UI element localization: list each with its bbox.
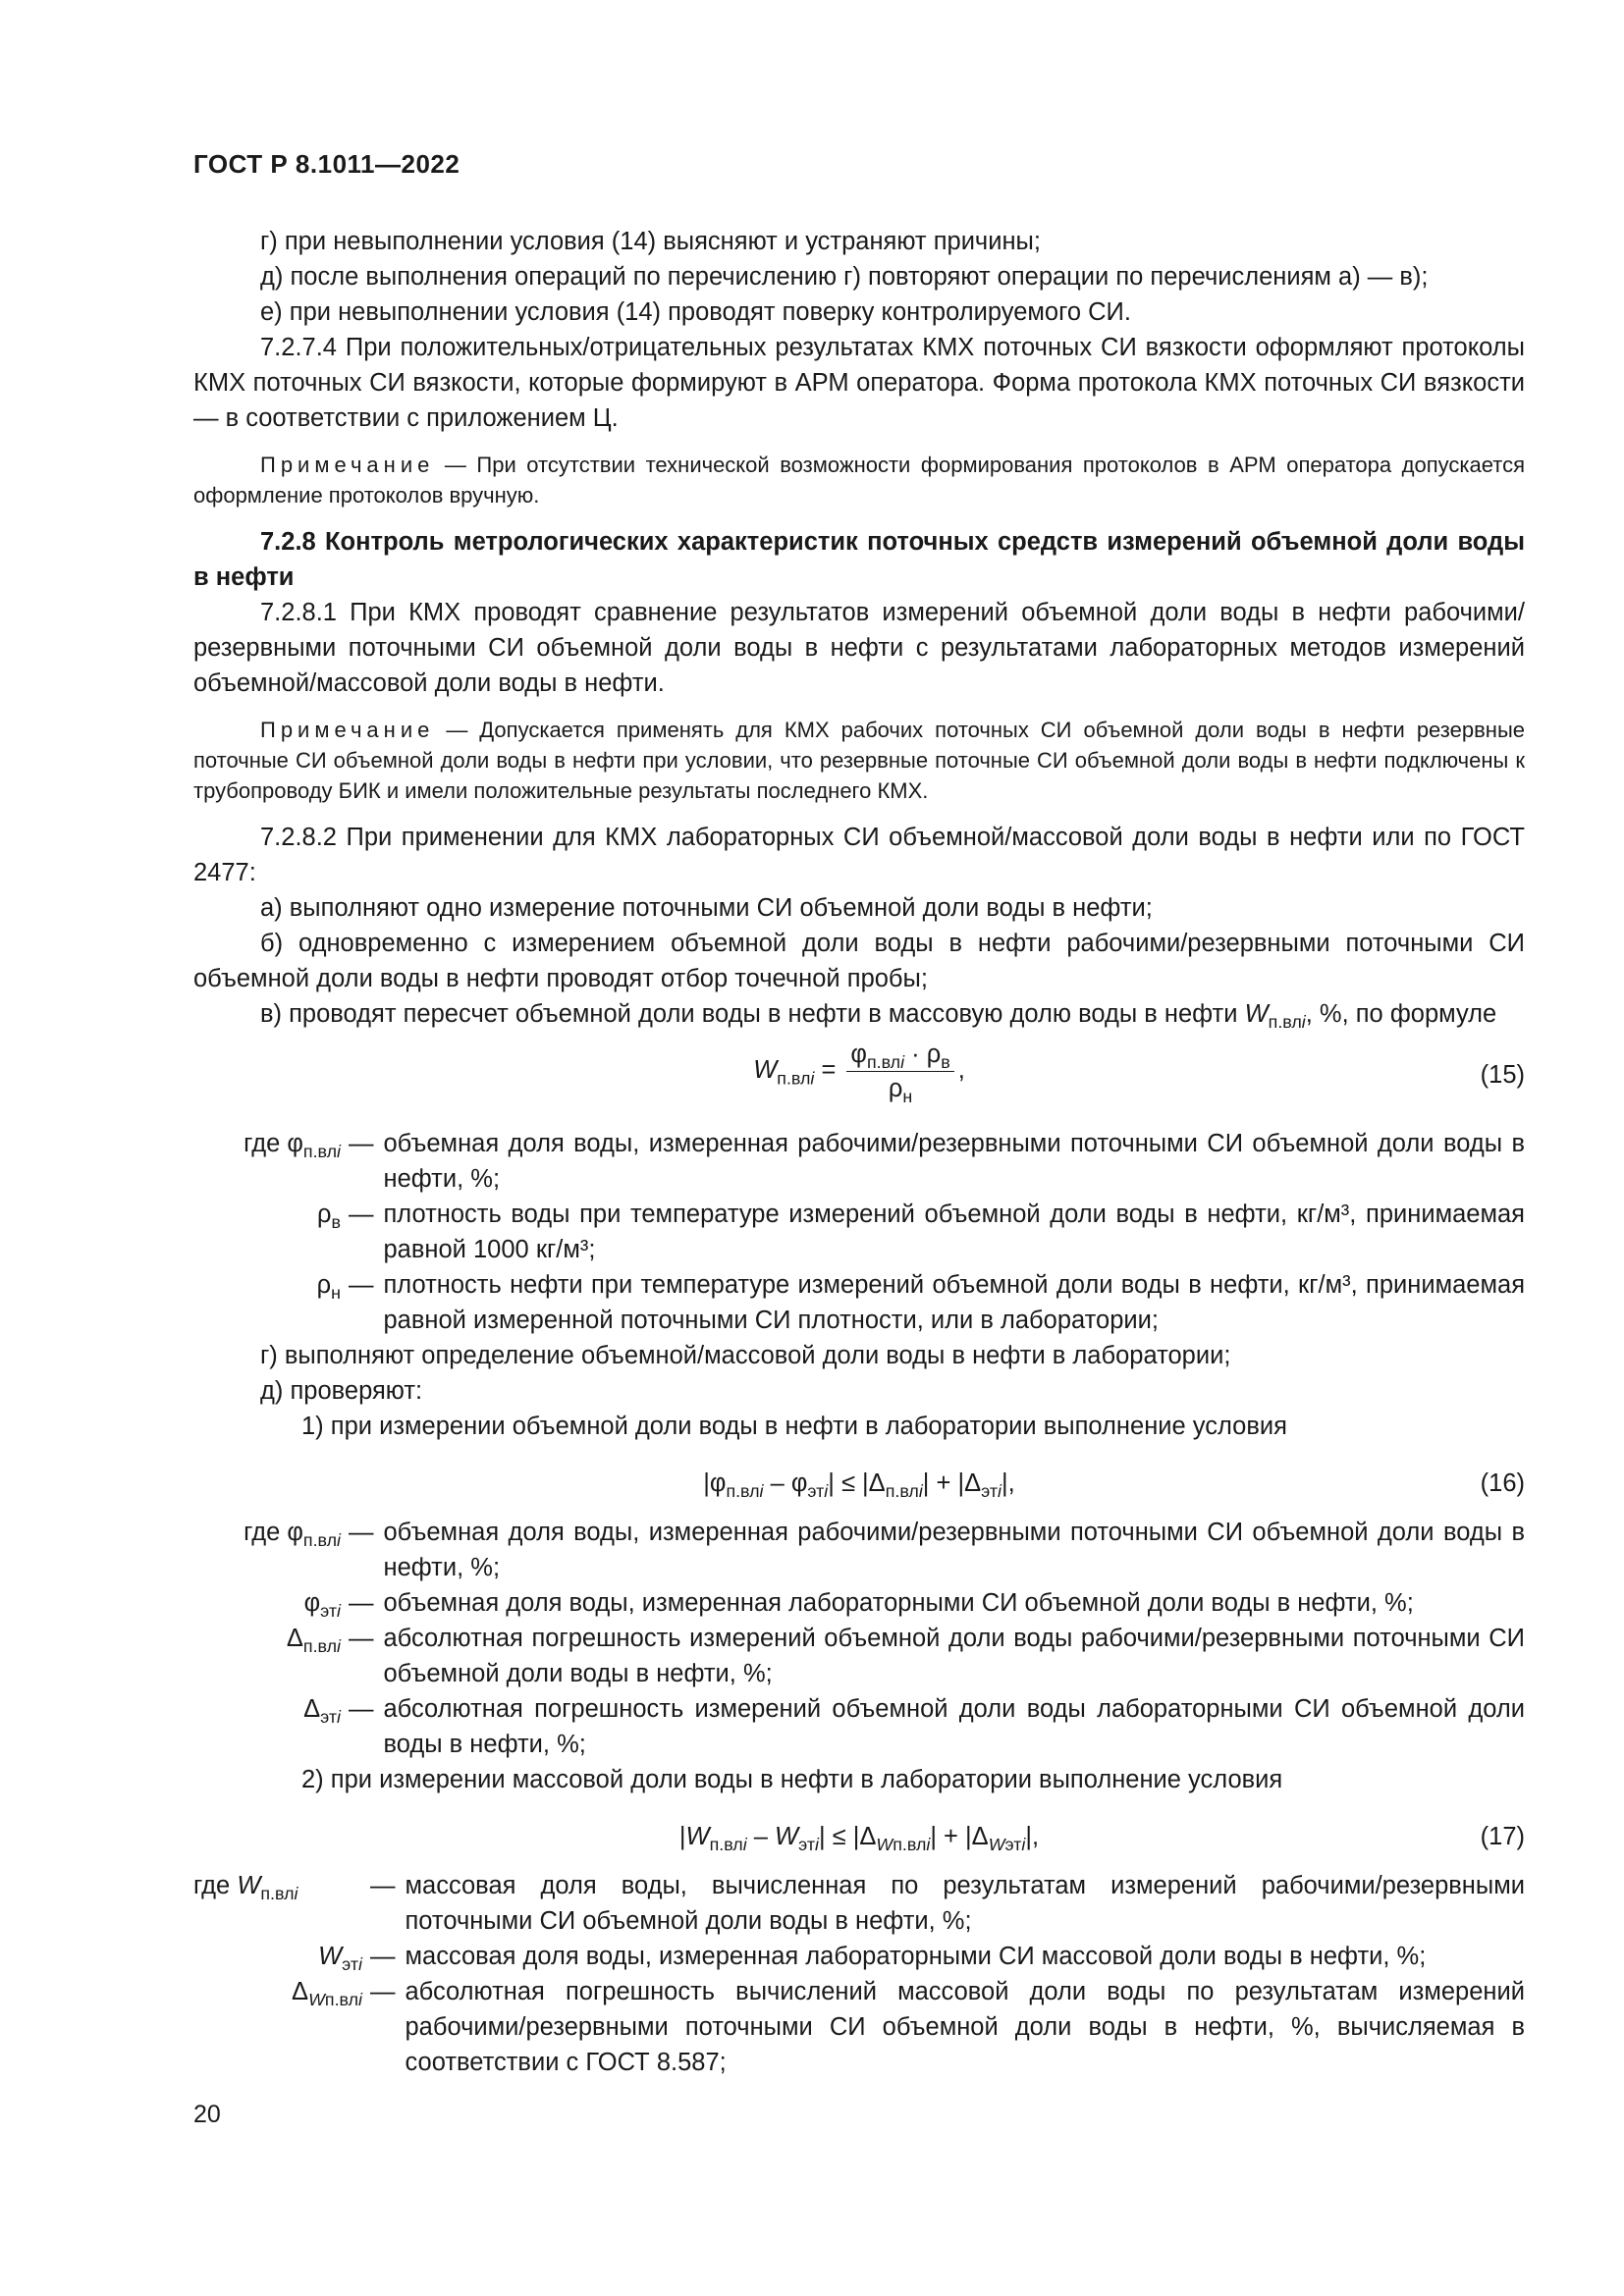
item-a: а) выполняют одно измерение поточными СИ объемной доли воды в нефти; (260, 894, 1153, 922)
def17-w-pvl: где $W_{п.влi}$ — массовая доля воды, вычисленная по результатам измерений рабочими/резервными поточными СИ объемной доли воды в нефти, %; (193, 1868, 1525, 1939)
equation-17-body: $|W_{п.влi} - W_{этi}| \le |\Delta_{Wп.влi}| + |\Delta_{Wэтi}|$, (678, 1823, 1040, 1855)
item-d-1: 1) при измерении объемной доли воды в нефти в лаборатории выполнение условия (301, 1413, 1287, 1440)
item-d2: д) проверяют: (260, 1377, 423, 1405)
paragraph-7274: 7.2.7.4 При положительных/отрицательных результатах КМХ поточных СИ вязкости оформляют протоколы КМХ поточных СИ вязкости, которые формируют в АРМ оператора. Форма протокола КМХ поточных СИ вязкости — в соответствии с приложением Ц. (193, 334, 1525, 432)
note-2-label: Примечание (260, 718, 435, 742)
item-v: в) проводят пересчет объемной доли воды в нефти в массовую долю воды в нефти $W_{п.влi}$, %, по формуле (260, 1000, 1497, 1033)
note-2 (193, 715, 1525, 806)
note-1-text: — При отсутствии технической возможности формирования протоколов в АРМ оператора допускается оформление протоколов вручную. (193, 453, 1525, 507)
page-header: ГОСТ Р 8.1011—2022 (193, 149, 460, 179)
equation-15 (193, 1040, 1525, 1116)
equation-16-body: $|\varphi_{п.влi} - \varphi_{этi}| \le |\Delta_{п.влi}| + |\Delta_{этi}|$, (703, 1469, 1015, 1502)
def16-delta-pvl: $\Delta_{п.влi}$ — абсолютная погрешность измерений объемной доли воды рабочими/резервными поточными СИ объемной доли воды в нефти, %; (193, 1621, 1525, 1691)
list-item-e: е) при невыполнении условия (14) проводят поверку контролируемого СИ. (260, 298, 1131, 326)
def16-delta-et-text: абсолютная погрешность измерений объемной доли воды лабораторными СИ объемной доли воды в нефти, %; (383, 1695, 1525, 1758)
heading-728: 7.2.8 Контроль метрологических характеристик поточных средств измерений объемной доли воды в нефти (193, 528, 1525, 591)
list-item-g: г) при невыполнении условия (14) выясняют и устраняют причины; (260, 228, 1041, 255)
def17-w-et-text: массовая доля воды, измеренная лабораторными СИ массовой доли воды в нефти, %; (405, 1943, 1427, 1970)
item-v-text: в) проводят пересчет объемной доли воды в нефти в массовую долю воды в нефти (260, 1000, 1245, 1028)
item-d-2: 2) при измерении массовой доли воды в нефти в лаборатории выполнение условия (301, 1766, 1283, 1793)
note-2-text: — Допускается применять для КМХ рабочих поточных СИ объемной доли воды в нефти резервные поточные СИ объемной доли воды в нефти при условии, что резервные поточные СИ объемной доли воды в нефти подключены к трубопроводу БИК и имели положительные результаты последнего КМХ. (193, 718, 1525, 803)
equation-15-fraction: $\frac{\varphi_{п.влi} \cdot \rho_в}{\rho_н}$ (846, 1040, 953, 1103)
page-number: 20 (193, 2101, 221, 2128)
def16-phi: где $\varphi_{п.влi}$ — объемная доля воды, измеренная рабочими/резервными поточными СИ объемной доли воды в нефти, %; (193, 1515, 1525, 1585)
def16-phi-text: объемная доля воды, измеренная рабочими/резервными поточными СИ объемной доли воды в нефти, %; (383, 1519, 1525, 1581)
item-v-end: , %, по формуле (1305, 1000, 1497, 1028)
note-1 (193, 450, 1525, 510)
def16-phi-et: $\varphi_{этi}$ — объемная доля воды, измеренная лабораторными СИ объемной доли воды в нефти, %; (193, 1585, 1525, 1621)
equation-17-number: (17) (1480, 1823, 1525, 1850)
paragraph-7282: 7.2.8.2 При применении для КМХ лабораторных СИ объемной/массовой доли воды в нефти или по ГОСТ 2477: (193, 824, 1525, 886)
equation-16-number: (16) (1480, 1469, 1525, 1497)
def17-w-et-symbol: $W_{этi}$ (318, 1943, 362, 1975)
paragraph-7281: 7.2.8.1 При КМХ проводят сравнение результатов измерений объемной доли воды в нефти рабочими/резервными поточными СИ объемной доли воды в нефти с результатами лабораторных методов измерений объемной/массовой доли воды в нефти. (193, 599, 1525, 697)
page-content (193, 224, 1525, 2080)
def15-rho-v-symbol: $\rho_в$ (317, 1201, 341, 1233)
def16-phi-symbol: где $\varphi_{п.влi}$ (244, 1519, 341, 1551)
list-item-d: д) после выполнения операций по перечислению г) повторяют операции по перечислениям а) — в); (260, 263, 1429, 291)
def17-delta-w-text: абсолютная погрешность вычислений массовой доли воды по результатам измерений рабочими/резервными поточными СИ объемной доли воды в нефти, %, вычисляемая в соответствии с ГОСТ 8.587; (405, 1978, 1525, 2076)
def17-w-pvl-symbol: где $W_{п.влi}$ (193, 1872, 298, 1904)
def17-delta-w: $\Delta_{Wп.влi}$ — абсолютная погрешность вычислений массовой доли воды по результатам измерений рабочими/резервными поточными СИ объемной доли воды в нефти, %, вычисляемая в соответствии с ГОСТ 8.587; (193, 1974, 1525, 2080)
equation-15-number: (15) (1480, 1061, 1525, 1089)
item-b: б) одновременно с измерением объемной доли воды в нефти рабочими/резервными поточными СИ объемной доли воды в нефти проводят отбор точечной пробы; (193, 930, 1525, 992)
equation-17 (193, 1805, 1525, 1860)
def16-delta-pvl-text: абсолютная погрешность измерений объемной доли воды рабочими/резервными поточными СИ объемной доли воды в нефти, %; (383, 1625, 1525, 1687)
def16-delta-pvl-symbol: $\Delta_{п.влi}$ (286, 1625, 341, 1657)
def16-delta-et-symbol: $\Delta_{этi}$ (303, 1695, 341, 1728)
def16-phi-et-symbol: $\varphi_{этi}$ (303, 1589, 341, 1622)
def15-phi-symbol: где $\varphi_{п.влi}$ (244, 1130, 341, 1162)
def15-rho-n: $\rho_н$ — плотность нефти при температуре измерений объемной доли воды в нефти, кг/м³, принимаемая равной измеренной поточными СИ плотности, или в лаборатории; (193, 1267, 1525, 1338)
def17-delta-w-symbol: $\Delta_{Wп.влi}$ (292, 1978, 362, 2010)
def15-phi-text: объемная доля воды, измеренная рабочими/резервными поточными СИ объемной доли воды в нефти, %; (383, 1130, 1525, 1193)
def16-delta-et: $\Delta_{этi}$ — абсолютная погрешность измерений объемной доли воды лабораторными СИ объемной доли воды в нефти, %; (193, 1691, 1525, 1762)
def15-rho-n-text: плотность нефти при температуре измерений объемной доли воды в нефти, кг/м³, принимаемая равной измеренной поточными СИ плотности, или в лаборатории; (383, 1271, 1525, 1334)
def15-rho-n-symbol: $\rho_н$ (316, 1271, 341, 1304)
def15-phi: где $\varphi_{п.влi}$ — объемная доля воды, измеренная рабочими/резервными поточными СИ объемной доли воды в нефти, %; (193, 1126, 1525, 1197)
note-1-label: Примечание (260, 453, 435, 477)
equation-16 (193, 1452, 1525, 1507)
def16-phi-et-text: объемная доля воды, измеренная лабораторными СИ объемной доли воды в нефти, %; (383, 1589, 1414, 1617)
def15-rho-v: $\rho_в$ — плотность воды при температуре измерений объемной доли воды в нефти, кг/м³, принимаемая равной 1000 кг/м³; (193, 1197, 1525, 1267)
def17-w-pvl-text: массовая доля воды, вычисленная по результатам измерений рабочими/резервными поточными СИ объемной доли воды в нефти, %; (405, 1872, 1525, 1935)
equation-15-body: $W_{п.влi}$ = $\frac{\varphi_{п.влi} \cdot \rho_в}{\rho_н}$ , (753, 1041, 965, 1107)
def17-w-et: $W_{этi}$ — массовая доля воды, измеренная лабораторными СИ массовой доли воды в нефти, %; (193, 1939, 1525, 1974)
item-g2: г) выполняют определение объемной/массовой доли воды в нефти в лаборатории; (260, 1342, 1231, 1369)
def15-rho-v-text: плотность воды при температуре измерений объемной доли воды в нефти, кг/м³, принимаемая равной 1000 кг/м³; (383, 1201, 1525, 1263)
